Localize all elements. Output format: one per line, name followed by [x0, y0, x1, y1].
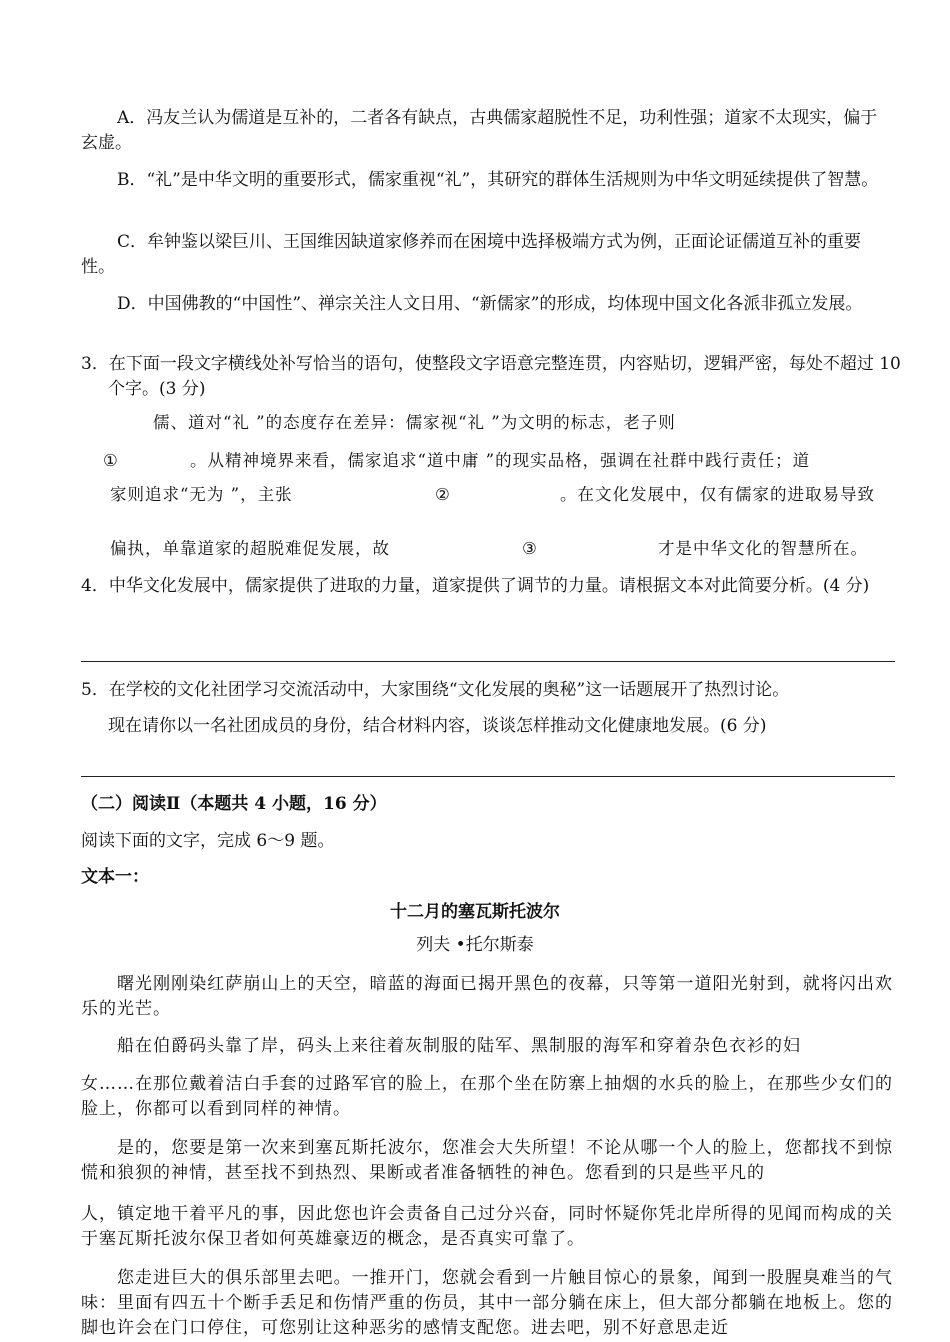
question-3-stem: 3．在下面一段文字横线处补写恰当的语句，使整段文字语意完整连贯，内容贴切，逻辑严密，每处不超过 10 个字。(3 分) — [81, 354, 901, 399]
option-a: A．冯友兰认为儒道是互补的，二者各有缺点，古典儒家超脱性不足，功利性强；道家不太现实，偏于玄虚。 — [81, 108, 878, 153]
story-author: 列夫 •托尔斯泰 — [416, 935, 534, 955]
reading-instruction: 阅读下面的文字，完成 6～9 题。 — [81, 831, 335, 851]
q3-line-2: 。从精神境界来看，儒家追求“道中庸 ”的现实品格，强调在社群中践行责任；道 — [190, 451, 811, 470]
story-paragraph-2b: 女……在那位戴着洁白手套的过路军官的脸上，在那个坐在防寨上抽烟的水兵的脸上，在那些少女们的脸上，你都可以看到同样的神情。 — [81, 1074, 893, 1119]
answer-line-q5 — [81, 776, 895, 777]
story-paragraph-3a: 是的，您要是第一次来到塞瓦斯托波尔，您准会大失所望！不论从哪一个人的脸上，您都找不到惊慌和狼狈的神情，甚至找不到热烈、果断或者准备牺牲的神色。您看到的只是些平凡的 — [81, 1138, 893, 1183]
q3-line-1: 儒、道对“礼 ”的态度存在差异：儒家视“礼 ”为文明的标志，老子则 — [153, 413, 676, 432]
story-paragraph-4: 您走进巨大的俱乐部里去吧。一推开门，您就会看到一片触目惊心的景象，闻到一股腥臭难当的气味：里面有四五十个断手丢足和伤情严重的伤员，其中一部分躺在床上，但大部分都躺在地板上。您的脚也许会在门口停住，可您别让这种恶劣的感情支配您。进去吧，别不好意思走近 — [81, 1268, 893, 1338]
option-c: C．牟钟鉴以梁巨川、王国维因缺道家修养而在困境中选择极端方式为例，正面论证儒道互补的重要性。 — [81, 232, 862, 277]
section-heading: （二）阅读Ⅱ（本题共 4 小题，16 分） — [81, 794, 387, 814]
question-4-stem: 4．中华文化发展中，儒家提供了进取的力量，道家提供了调节的力量。请根据文本对此简要分析。(4 分) — [81, 576, 870, 596]
q3-line-4b: 才是中华文化的智慧所在。 — [658, 539, 868, 558]
text-one-label: 文本一： — [81, 867, 149, 887]
story-title: 十二月的塞瓦斯托波尔 — [390, 902, 560, 922]
q3-line-3b: 。在文化发展中，仅有儒家的进取易导致 — [560, 485, 875, 504]
question-5-line-1: 5．在学校的文化社团学习交流活动中，大家围绕“文化发展的奥秘”这一话题展开了热烈讨论。 — [81, 680, 790, 700]
option-d: D．中国佛教的“中国性”、禅宗关注人文日用、“新儒家”的形成，均体现中国文化各派非孤立发展。 — [117, 294, 863, 314]
question-5-line-2: 现在请你以一名社团成员的身份，结合材料内容，谈谈怎样推动文化健康地发展。(6 分) — [108, 716, 767, 736]
blank-2-marker: ② — [435, 485, 451, 504]
blank-3-marker: ③ — [522, 539, 538, 558]
q3-line-3a: 家则追求“无为 ”，主张 — [110, 485, 293, 504]
story-paragraph-1: 曙光刚刚染红萨崩山上的天空，暗蓝的海面已揭开黑色的夜幕，只等第一道阳光射到，就将闪出欢乐的光芒。 — [81, 974, 893, 1019]
story-paragraph-3b: 人，镇定地干着平凡的事，因此您也许会责备自己过分兴奋，同时怀疑你凭北岸所得的见闻而构成的关于塞瓦斯托波尔保卫者如何英雄豪迈的概念，是否真实可靠了。 — [81, 1204, 893, 1249]
answer-line-q4 — [81, 661, 895, 662]
story-paragraph-2a: 船在伯爵码头靠了岸，码头上来往着灰制服的陆军、黑制服的海军和穿着杂色衣衫的妇 — [117, 1036, 801, 1056]
option-b: B．“礼”是中华文明的重要形式，儒家重视“礼”，其研究的群体生活规则为中华文明延续提供了智慧。 — [117, 170, 879, 190]
blank-1-marker: ① — [103, 451, 119, 470]
q3-line-4a: 偏执，单靠道家的超脱难促发展，故 — [110, 539, 390, 558]
